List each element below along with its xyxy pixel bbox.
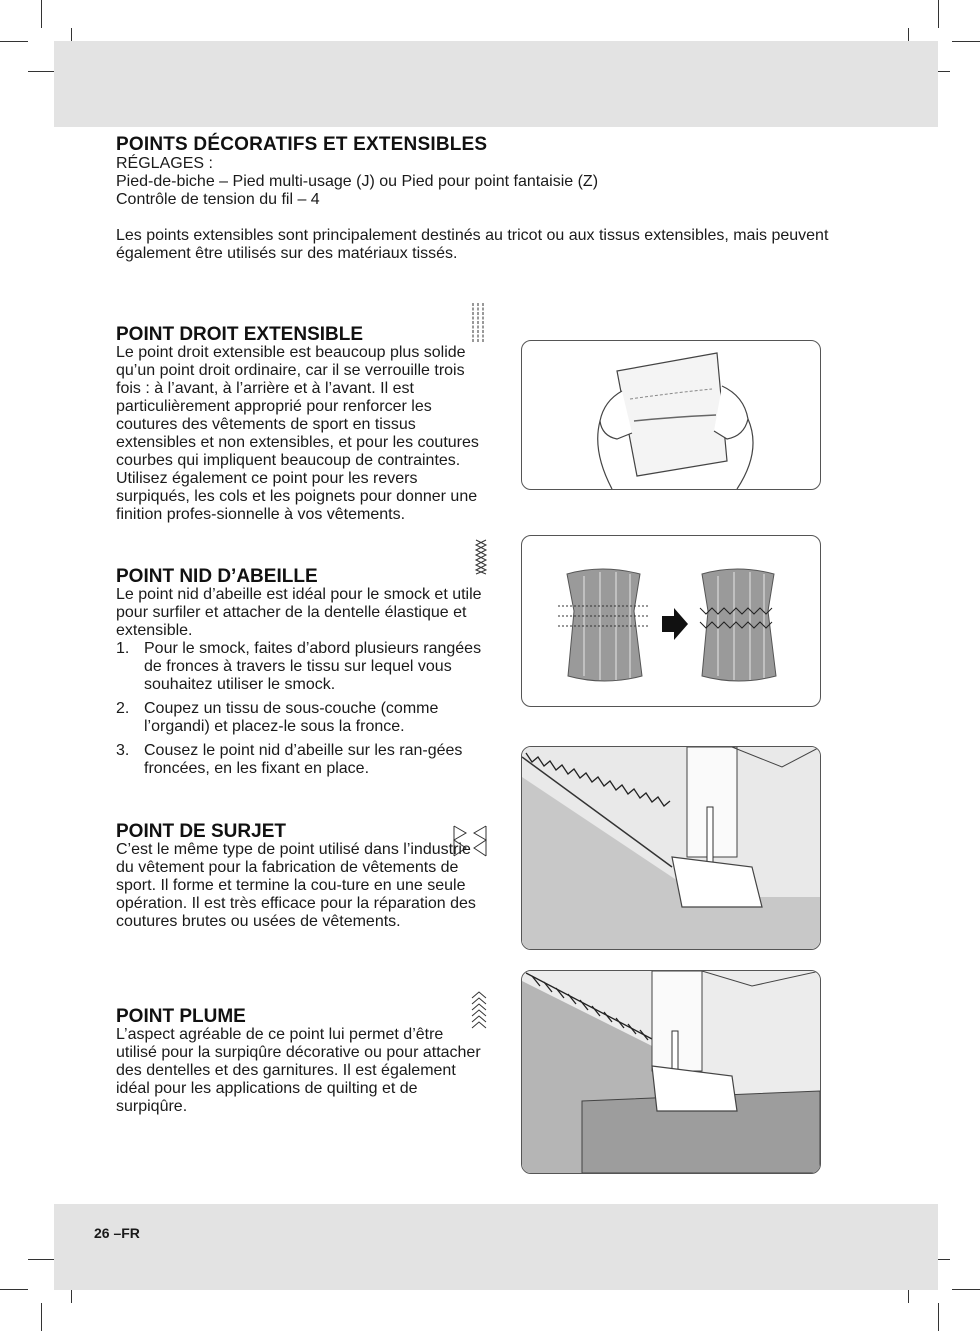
overlock-machine-illustration: [521, 746, 821, 950]
section-straight-stretch: [116, 326, 488, 524]
intro-text: Les points extensibles sont principalement destinés au tricot ou aux tissus extensibles, mais peuvent également être utilisés sur des matériaux tissés.: [116, 227, 829, 262]
stretch-fabric-illustration: [521, 340, 821, 490]
list-item: 1. Pour le smock, faites d’abord plusieurs rangées de fronces à travers le tissu sur lequel vous souhaitez utiliser le smock.: [116, 640, 482, 693]
section-honeycomb: [116, 568, 486, 784]
setting-tension: Contrôle de tension du fil – 4: [116, 191, 320, 208]
list-item: 2. Coupez un tissu de sous-couche (comme l’organdi) et placez-le sous la fronce.: [116, 700, 439, 735]
section-body: L’aspect agréable de ce point lui permet d’être utilisé pour la surpiqûre décorative ou pour attacher des dentelles et des garnitures. Il est également idéal pour les applications de quilting et de surpiqûre.: [116, 1026, 481, 1115]
section-feather: [116, 1008, 488, 1116]
feather-machine-illustration: [521, 970, 821, 1174]
section-overlock: [116, 823, 488, 931]
section-body: Le point nid d’abeille est idéal pour le smock et utile pour surfiler et attacher de la dentelle élastique et extensible.: [116, 586, 482, 639]
setting-foot: Pied-de-biche – Pied multi-usage (J) ou Pied pour point fantaisie (Z): [116, 173, 599, 190]
page-title: POINTS DÉCORATIFS ET EXTENSIBLES: [116, 134, 488, 155]
footer-band: [54, 1204, 938, 1290]
section-title: POINT DE SURJET: [116, 821, 286, 842]
section-body: Le point droit extensible est beaucoup plus solide qu’un point droit ordinaire, car il se verrouille trois fois : à l’avant, à l’arrière et à l’avant. Il est particulièrement approprié pour renforcer les coutures des vêtements de sport en tissus extensibles et non extensibles, et pour les coutures courbes qui impliquent beaucoup de contraintes. Utilisez également ce point pour les revers surpiqués, les cols et les poignets pour donner une finition profes-sionnelle à vos vêtements.: [116, 344, 479, 523]
page-number: 26 –FR: [94, 1225, 140, 1241]
section-title: POINT NID D’ABEILLE: [116, 566, 318, 587]
steps-list: [116, 640, 486, 778]
list-item: 3. Cousez le point nid d’abeille sur les ran-gées froncées, en les fixant en place.: [116, 742, 463, 777]
settings-label: RÉGLAGES :: [116, 155, 213, 172]
section-title: POINT DROIT EXTENSIBLE: [116, 324, 364, 345]
settings-block: [116, 155, 876, 263]
header-band: [54, 41, 938, 127]
smocking-illustration: [521, 535, 821, 707]
section-body: C’est le même type de point utilisé dans l’industrie du vêtement pour la fabrication de vêtements de sport. Il forme et termine la cou-ture en une seule opération. Il est très efficace pour la réparation des coutures brutes ou usées de vêtements.: [116, 841, 476, 930]
section-title: POINT PLUME: [116, 1006, 246, 1027]
